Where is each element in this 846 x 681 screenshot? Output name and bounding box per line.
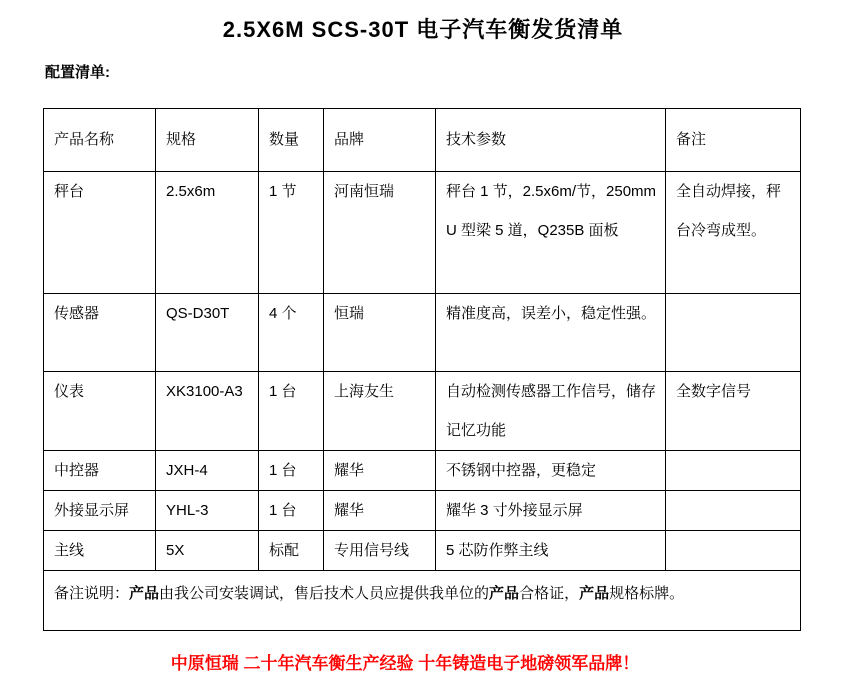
table-row-external-display: [44, 491, 801, 531]
cell-qty: 标配: [259, 531, 324, 571]
table-row-sensor: [44, 294, 801, 372]
column-header-qty: 数量: [259, 109, 324, 172]
cell-tech-params: 5 芯防作弊主线: [436, 531, 666, 571]
cell-spec: XK3100-A3: [156, 372, 259, 451]
page-title: 2.5X6M SCS-30T 电子汽车衡发货清单: [222, 17, 624, 42]
column-header-notes: 备注: [666, 109, 801, 172]
cell-product-name: 秤台: [44, 172, 156, 294]
table-row-main-cable: [44, 531, 801, 571]
cell-note: [666, 531, 801, 571]
cell-brand: 恒瑞: [324, 294, 436, 372]
cell-brand: 上海友生: [324, 372, 436, 451]
cell-tech-params: 精准度高，误差小，稳定性强。: [436, 294, 666, 372]
table-row-junction-box: [44, 451, 801, 491]
cell-product-name: 主线: [44, 531, 156, 571]
cell-product-name: 中控器: [44, 451, 156, 491]
column-header-tech-params: 技术参数: [436, 109, 666, 172]
cell-qty: 1 台: [259, 491, 324, 531]
cell-tech-params: 耀华 3 寸外接显示屏: [436, 491, 666, 531]
remark-segment: 规格标牌。: [609, 585, 685, 602]
table-header-row: [44, 109, 801, 172]
cell-brand: 耀华: [324, 491, 436, 531]
cell-qty: 4 个: [259, 294, 324, 372]
config-table: [43, 108, 801, 631]
cell-spec: JXH-4: [156, 451, 259, 491]
remark-segment: 备注说明：: [54, 585, 130, 602]
remark-text: [44, 571, 801, 631]
remark-segment: 产品: [129, 585, 160, 602]
cell-spec: QS-D30T: [156, 294, 259, 372]
cell-note: 全自动焊接，秤台冷弯成型。: [666, 172, 801, 294]
cell-product-name: 仪表: [44, 372, 156, 451]
cell-brand: 耀华: [324, 451, 436, 491]
brand-slogan: 中原恒瑞 二十年汽车衡生产经验 十年铸造电子地磅领军品牌！: [170, 654, 640, 673]
remark-segment: 产品: [579, 585, 610, 602]
table-row-indicator: [44, 372, 801, 451]
cell-spec: 5X: [156, 531, 259, 571]
cell-tech-params: 自动检测传感器工作信号，储存记忆功能: [436, 372, 666, 451]
cell-note: [666, 491, 801, 531]
remark-segment: 产品: [489, 585, 520, 602]
cell-tech-params: 不锈钢中控器，更稳定: [436, 451, 666, 491]
cell-note: [666, 451, 801, 491]
section-label: 配置清单:: [45, 64, 110, 81]
cell-spec: 2.5x6m: [156, 172, 259, 294]
cell-qty: 1 台: [259, 372, 324, 451]
table-row-remark: [44, 571, 801, 631]
column-header-brand: 品牌: [324, 109, 436, 172]
remark-segment: 由我公司安装调试，售后技术人员应提供我单位的: [159, 585, 490, 602]
cell-brand: 专用信号线: [324, 531, 436, 571]
cell-note: 全数字信号: [666, 372, 801, 451]
cell-product-name: 外接显示屏: [44, 491, 156, 531]
column-header-spec: 规格: [156, 109, 259, 172]
column-header-product-name: 产品名称: [44, 109, 156, 172]
remark-segment: 合格证，: [519, 585, 580, 602]
cell-tech-params: 秤台 1 节，2.5x6m/节，250mmU 型梁 5 道，Q235B 面板: [436, 172, 666, 294]
cell-brand: 河南恒瑞: [324, 172, 436, 294]
cell-spec: YHL-3: [156, 491, 259, 531]
table-row-platform: [44, 172, 801, 294]
cell-qty: 1 节: [259, 172, 324, 294]
cell-product-name: 传感器: [44, 294, 156, 372]
cell-qty: 1 台: [259, 451, 324, 491]
cell-note: [666, 294, 801, 372]
